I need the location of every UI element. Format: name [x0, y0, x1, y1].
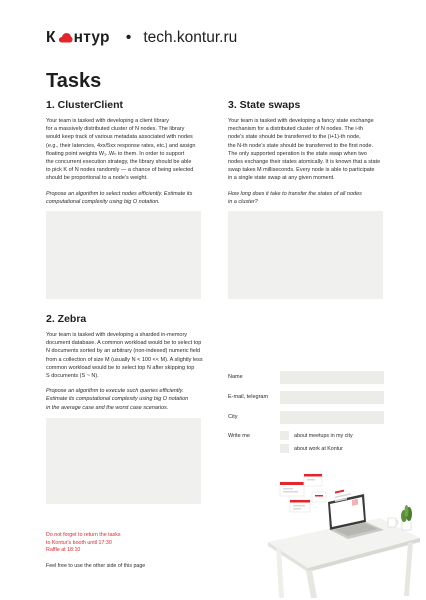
cloud-logo-icon	[58, 32, 73, 44]
task-cluster-client	[46, 99, 206, 206]
logo-text-end: нтур	[73, 29, 110, 46]
meetups-checkbox[interactable]	[280, 431, 289, 440]
task-title: 2. Zebra	[46, 313, 87, 325]
task-line: (e.g., their latencies, 4xx/5xx response rates, etc.) and assign	[46, 142, 196, 149]
task-line: nodes exchange their states atomically. It is known that a state	[228, 159, 381, 166]
page-title: Tasks	[46, 70, 102, 92]
task-line: N documents sorted by an arbitrary (non-indexed) numeric field	[46, 348, 201, 355]
reminder-line: Raffle at 18:10	[46, 547, 81, 553]
name-label: Name	[228, 374, 243, 380]
task-line: document database. A common workload would be to select top	[46, 340, 202, 347]
contact-label: E-mail, telegram	[228, 394, 269, 400]
task-line: mechanism for a distributed cluster of N nodes. The i-th	[228, 126, 364, 133]
form-row-name	[228, 371, 384, 384]
write-me-label: Write me	[228, 433, 250, 439]
task-line: The only supported operation is the state swap when two	[228, 150, 367, 157]
logo-text-start: К	[46, 29, 56, 46]
city-label: City	[228, 414, 238, 420]
task-line: S documents (S ~ N).	[46, 373, 99, 380]
task-line: in a single state swap at any given moment.	[228, 175, 335, 182]
contact-form	[228, 371, 384, 457]
question-line: Propose an algorithm to select nodes efficiently. Estimate its	[46, 190, 193, 197]
question-line: Propose an algorithm to execute such queries efficiently.	[46, 388, 184, 395]
answer-area-task-3[interactable]	[228, 211, 383, 299]
back-side-note: Feel free to use the other side of this page	[46, 563, 146, 569]
task-line: to pick K of N nodes randomly — a chance of being selected	[46, 167, 194, 174]
task-line: common workload would be to select top N after skipping top	[46, 364, 195, 371]
question-line: How long does it take to transfer the states of all nodes	[228, 190, 362, 197]
header-separator: •	[125, 29, 132, 46]
desk-laptop-illustration	[262, 472, 422, 598]
form-row-city	[228, 411, 384, 424]
question-line: in a cluster?	[228, 198, 258, 205]
task-line: floating point weights W₁..Wₙ to them. In order to support	[46, 150, 185, 157]
task-zebra	[46, 313, 206, 412]
work-option-label: about work at Kontur	[294, 446, 343, 452]
city-field[interactable]	[280, 411, 384, 424]
reminder-line: to Kontur's booth until 17:30	[46, 539, 112, 546]
site-url: tech.kontur.ru	[143, 29, 238, 46]
task-line: swap takes M milliseconds. Every node is able to participate	[228, 167, 375, 174]
name-field[interactable]	[280, 371, 384, 384]
task-line: Your team is tasked with developing a sharded in-memory	[46, 332, 188, 338]
task-title: 1. ClusterClient	[46, 99, 124, 111]
form-row-contact	[228, 391, 384, 404]
task-state-swaps	[228, 99, 386, 206]
task-description	[228, 117, 386, 183]
work-checkbox[interactable]	[280, 444, 289, 453]
contact-field[interactable]	[280, 391, 384, 404]
task-description	[46, 117, 206, 183]
form-row-write-me	[228, 431, 384, 441]
task-title: 3. State swaps	[228, 99, 301, 111]
task-line: would keep track of various metadata associated with nodes	[46, 134, 193, 141]
question-line: Estimate its computational complexity using big O notation	[46, 396, 189, 403]
task-line: from a collection of size M (usually N < 100 << M). A slightly less	[46, 356, 203, 363]
page-header	[46, 28, 237, 48]
task-line: the N-th node's state should be transferred to the first node.	[228, 142, 374, 149]
answer-area-task-2[interactable]	[46, 418, 201, 504]
task-line: node's state should be transferred to the (i+1)-th node,	[228, 134, 361, 141]
return-reminder	[46, 532, 121, 555]
meetups-option-label: about meetups in my city	[294, 433, 353, 439]
task-line: the concurrent execution strategy, the library should be able	[46, 159, 192, 166]
task-question	[228, 190, 386, 206]
task-question	[46, 190, 206, 206]
kontur-logo	[46, 29, 110, 47]
form-row-work	[228, 444, 384, 454]
task-question	[46, 387, 206, 412]
task-line: should be proportional to a node's weight.	[46, 175, 148, 182]
task-description	[46, 331, 206, 380]
task-line: for a massively distributed cluster of N nodes. The library	[46, 126, 185, 133]
answer-area-task-1[interactable]	[46, 211, 201, 299]
question-line: in the average case and the worst case scenarios.	[46, 404, 169, 411]
question-line: computational complexity using big O notation.	[46, 198, 160, 205]
reminder-line: Do not forget to return the tasks	[46, 532, 121, 538]
task-line: Your team is tasked with developing a client library	[46, 118, 170, 124]
task-line: Your team is tasked with developing a fancy state exchange	[228, 118, 374, 124]
